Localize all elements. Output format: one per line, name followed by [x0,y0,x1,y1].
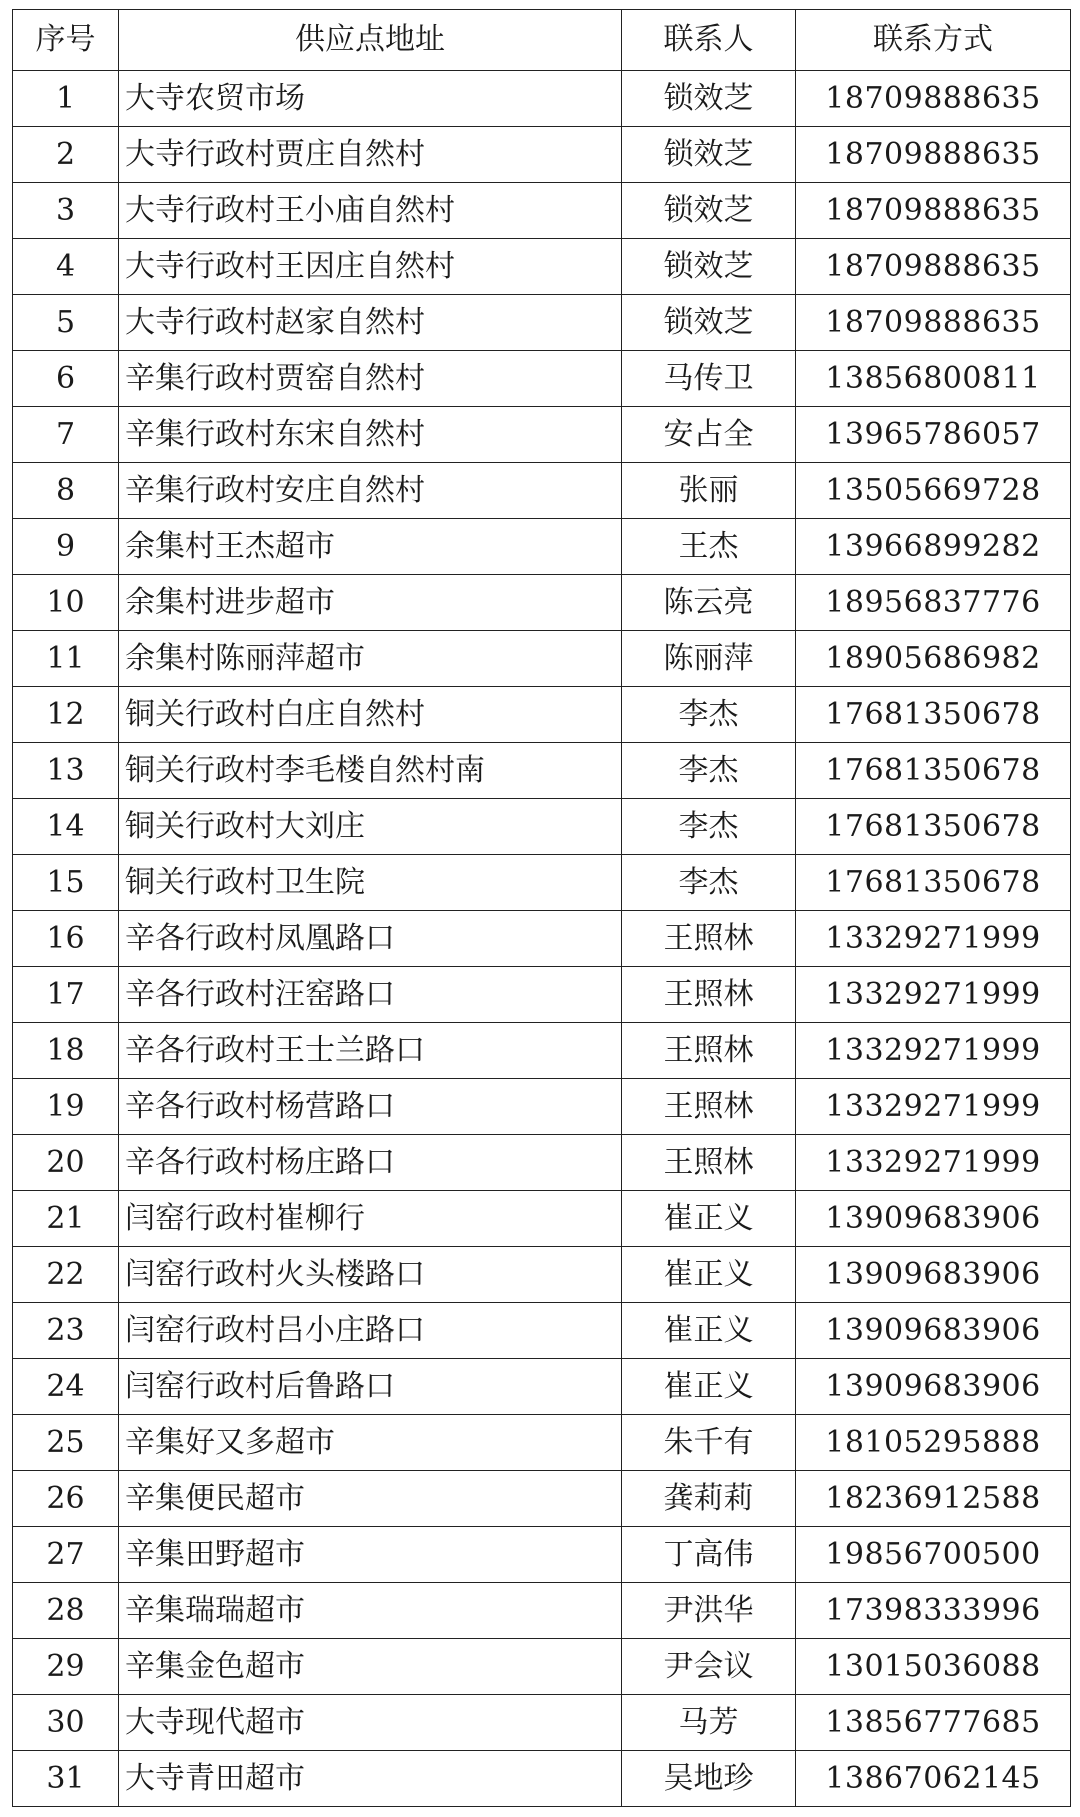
header-contact: 联系人 [622,10,796,71]
table-row [13,575,1071,631]
cell-contact: 崔正义 [622,1247,796,1303]
table-row [13,127,1071,183]
cell-address: 闫窑行政村吕小庄路口 [119,1303,622,1359]
cell-contact: 尹会议 [622,1639,796,1695]
cell-no: 1 [13,71,119,127]
cell-phone: 13867062145 [796,1751,1071,1807]
cell-contact: 李杰 [622,799,796,855]
cell-no: 24 [13,1359,119,1415]
cell-address: 辛集行政村东宋自然村 [119,407,622,463]
cell-phone: 13329271999 [796,1079,1071,1135]
cell-contact: 锁效芝 [622,295,796,351]
cell-no: 30 [13,1695,119,1751]
cell-phone: 18956837776 [796,575,1071,631]
cell-no: 5 [13,295,119,351]
cell-phone: 17681350678 [796,687,1071,743]
cell-address: 辛集行政村贾窑自然村 [119,351,622,407]
table-row [13,1191,1071,1247]
cell-phone: 17398333996 [796,1583,1071,1639]
cell-no: 21 [13,1191,119,1247]
cell-address: 辛集金色超市 [119,1639,622,1695]
table-row [13,295,1071,351]
cell-no: 29 [13,1639,119,1695]
cell-no: 13 [13,743,119,799]
cell-phone: 18105295888 [796,1415,1071,1471]
table-row [13,407,1071,463]
cell-address: 大寺行政村赵家自然村 [119,295,622,351]
table-row [13,1079,1071,1135]
cell-address: 闫窑行政村后鲁路口 [119,1359,622,1415]
table-row [13,351,1071,407]
table-row [13,463,1071,519]
cell-phone: 13505669728 [796,463,1071,519]
table-row [13,1303,1071,1359]
cell-contact: 张丽 [622,463,796,519]
table-row [13,1751,1071,1807]
cell-phone: 13329271999 [796,1023,1071,1079]
cell-address: 闫窑行政村火头楼路口 [119,1247,622,1303]
cell-address: 辛各行政村杨营路口 [119,1079,622,1135]
cell-contact: 马传卫 [622,351,796,407]
cell-contact: 龚莉莉 [622,1471,796,1527]
cell-contact: 李杰 [622,743,796,799]
cell-address: 辛各行政村杨庄路口 [119,1135,622,1191]
cell-contact: 锁效芝 [622,239,796,295]
cell-address: 辛集好又多超市 [119,1415,622,1471]
table-row [13,1639,1071,1695]
cell-address: 铜关行政村大刘庄 [119,799,622,855]
cell-no: 9 [13,519,119,575]
table-row [13,1247,1071,1303]
cell-phone: 13329271999 [796,1135,1071,1191]
cell-no: 11 [13,631,119,687]
table-row [13,967,1071,1023]
header-no: 序号 [13,10,119,71]
table-header-row [13,10,1071,71]
table-row [13,1023,1071,1079]
cell-phone: 18709888635 [796,239,1071,295]
cell-phone: 13015036088 [796,1639,1071,1695]
cell-no: 19 [13,1079,119,1135]
cell-no: 7 [13,407,119,463]
table-row [13,1135,1071,1191]
cell-contact: 陈云亮 [622,575,796,631]
cell-contact: 锁效芝 [622,127,796,183]
supply-point-table [12,9,1071,1807]
cell-no: 22 [13,1247,119,1303]
cell-contact: 尹洪华 [622,1583,796,1639]
cell-no: 28 [13,1583,119,1639]
cell-address: 铜关行政村卫生院 [119,855,622,911]
cell-contact: 王照林 [622,967,796,1023]
header-phone: 联系方式 [796,10,1071,71]
cell-address: 辛集便民超市 [119,1471,622,1527]
cell-contact: 陈丽萍 [622,631,796,687]
cell-no: 20 [13,1135,119,1191]
cell-phone: 13965786057 [796,407,1071,463]
cell-address: 大寺行政村贾庄自然村 [119,127,622,183]
table-row [13,799,1071,855]
cell-phone: 17681350678 [796,855,1071,911]
table-row [13,183,1071,239]
cell-contact: 王照林 [622,1135,796,1191]
cell-contact: 王照林 [622,1023,796,1079]
cell-contact: 王照林 [622,1079,796,1135]
cell-address: 大寺青田超市 [119,1751,622,1807]
cell-address: 闫窑行政村崔柳行 [119,1191,622,1247]
cell-no: 12 [13,687,119,743]
cell-phone: 18709888635 [796,127,1071,183]
cell-contact: 朱千有 [622,1415,796,1471]
cell-no: 15 [13,855,119,911]
cell-phone: 17681350678 [796,799,1071,855]
cell-no: 23 [13,1303,119,1359]
cell-contact: 崔正义 [622,1191,796,1247]
cell-contact: 锁效芝 [622,183,796,239]
cell-no: 10 [13,575,119,631]
cell-phone: 13856800811 [796,351,1071,407]
cell-no: 2 [13,127,119,183]
table-row [13,687,1071,743]
table-row [13,519,1071,575]
table-row [13,1527,1071,1583]
cell-address: 铜关行政村白庄自然村 [119,687,622,743]
table-row [13,1359,1071,1415]
cell-no: 4 [13,239,119,295]
cell-phone: 13909683906 [796,1191,1071,1247]
cell-contact: 安占全 [622,407,796,463]
cell-contact: 崔正义 [622,1303,796,1359]
table-row [13,855,1071,911]
cell-contact: 吴地珍 [622,1751,796,1807]
cell-phone: 19856700500 [796,1527,1071,1583]
cell-address: 大寺农贸市场 [119,71,622,127]
cell-address: 辛各行政村汪窑路口 [119,967,622,1023]
table-row [13,911,1071,967]
cell-phone: 18236912588 [796,1471,1071,1527]
cell-address: 辛集瑞瑞超市 [119,1583,622,1639]
cell-phone: 13909683906 [796,1359,1071,1415]
cell-no: 17 [13,967,119,1023]
supply-point-table-container [12,9,1071,1807]
cell-no: 18 [13,1023,119,1079]
table-row [13,1583,1071,1639]
cell-no: 8 [13,463,119,519]
table-row [13,71,1071,127]
cell-contact: 锁效芝 [622,71,796,127]
cell-phone: 18905686982 [796,631,1071,687]
cell-no: 14 [13,799,119,855]
cell-address: 余集村陈丽萍超市 [119,631,622,687]
cell-address: 辛各行政村王士兰路口 [119,1023,622,1079]
cell-phone: 13329271999 [796,911,1071,967]
header-address: 供应点地址 [119,10,622,71]
cell-phone: 13329271999 [796,967,1071,1023]
table-row [13,743,1071,799]
cell-phone: 18709888635 [796,183,1071,239]
cell-no: 27 [13,1527,119,1583]
cell-contact: 李杰 [622,855,796,911]
cell-address: 辛集行政村安庄自然村 [119,463,622,519]
cell-no: 6 [13,351,119,407]
cell-phone: 18709888635 [796,295,1071,351]
cell-contact: 崔正义 [622,1359,796,1415]
table-row [13,631,1071,687]
cell-no: 3 [13,183,119,239]
table-body [13,71,1071,1807]
cell-no: 26 [13,1471,119,1527]
cell-address: 铜关行政村李毛楼自然村南 [119,743,622,799]
cell-address: 余集村进步超市 [119,575,622,631]
table-row [13,239,1071,295]
cell-address: 大寺现代超市 [119,1695,622,1751]
cell-phone: 13966899282 [796,519,1071,575]
cell-phone: 17681350678 [796,743,1071,799]
cell-contact: 李杰 [622,687,796,743]
cell-no: 16 [13,911,119,967]
cell-address: 大寺行政村王小庙自然村 [119,183,622,239]
cell-contact: 王照林 [622,911,796,967]
cell-phone: 13909683906 [796,1247,1071,1303]
cell-address: 辛各行政村凤凰路口 [119,911,622,967]
cell-contact: 王杰 [622,519,796,575]
cell-phone: 13909683906 [796,1303,1071,1359]
cell-phone: 13856777685 [796,1695,1071,1751]
cell-address: 余集村王杰超市 [119,519,622,575]
table-row [13,1415,1071,1471]
cell-address: 辛集田野超市 [119,1527,622,1583]
table-row [13,1695,1071,1751]
cell-contact: 马芳 [622,1695,796,1751]
cell-address: 大寺行政村王因庄自然村 [119,239,622,295]
cell-no: 25 [13,1415,119,1471]
cell-phone: 18709888635 [796,71,1071,127]
cell-no: 31 [13,1751,119,1807]
table-row [13,1471,1071,1527]
cell-contact: 丁高伟 [622,1527,796,1583]
